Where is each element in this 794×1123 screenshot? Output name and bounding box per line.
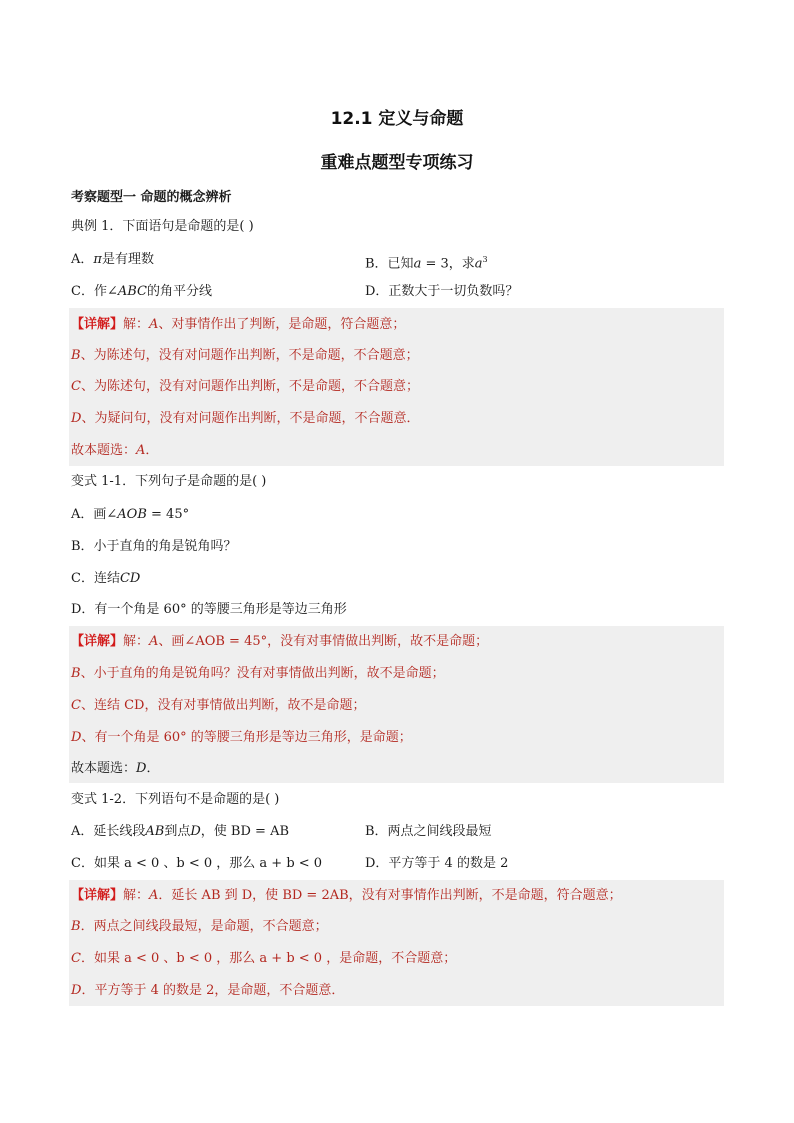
q2-option-d: D．有一个角是 60° 的等腰三角形是等边三角形 <box>71 602 347 617</box>
q1-option-c: C．作∠ABC的角平分线 <box>71 284 212 299</box>
q3-stem: 变式 1-2．下列语句不是命题的是( ) <box>71 792 280 807</box>
q2-answer-line: C、连结 CD，没有对事情做出判断，故不是命题； <box>71 698 366 713</box>
q2-final-answer: 故本题选：D． <box>71 761 160 776</box>
q3-answer-line: D．平方等于 4 的数是 2，是命题，不合题意． <box>71 983 345 998</box>
q1-stem: 典例 1．下面语句是命题的是( ) <box>71 219 254 234</box>
q2-stem: 变式 1-1．下列句子是命题的是( ) <box>71 474 267 489</box>
q2-answer-line: 【详解】解：A、画∠AOB = 45°，没有对事情做出判断，故不是命题； <box>71 634 489 649</box>
q1-answer-line: 【详解】解：A、对事情作出了判断，是命题，符合题意； <box>71 317 406 332</box>
q2-answer-line: D、有一个角是 60° 的等腰三角形是等边三角形，是命题； <box>71 730 412 745</box>
q1-option-d: D．正数大于一切负数吗？ <box>365 284 519 299</box>
section-heading: 考察题型一 命题的概念辨析 <box>71 190 232 205</box>
q2-option-a: A．画∠AOB = 45° <box>71 507 190 522</box>
q2-answer-line: B、小于直角的角是锐角吗？没有对事情做出判断，故不是命题； <box>71 666 445 681</box>
q1-final-answer: 故本题选：A． <box>71 443 159 458</box>
q3-option-b: B．两点之间线段最短 <box>365 824 492 839</box>
q2-option-b: B．小于直角的角是锐角吗？ <box>71 539 237 554</box>
page-title: 12.1 定义与命题 <box>330 109 464 129</box>
q3-option-d: D．平方等于 4 的数是 2 <box>365 856 509 871</box>
q1-option-a: A．π是有理数 <box>71 252 154 267</box>
q3-answer-line: C．如果 a < 0 、b < 0 ，那么 a + b < 0 ，是命题，不合题意； <box>71 951 457 966</box>
q3-answer-line: B．两点之间线段最短，是命题，不合题意； <box>71 919 328 934</box>
q1-answer-line: B、为陈述句，没有对问题作出判断，不是命题，不合题意； <box>71 348 419 363</box>
q2-option-c: C．连结CD <box>71 571 141 586</box>
q3-option-c: C．如果 a < 0 、b < 0 ，那么 a + b < 0 <box>71 856 323 871</box>
q1-answer-line: D、为疑问句，没有对问题作出判断，不是命题，不合题意． <box>71 411 420 426</box>
q3-answer-line: 【详解】解：A．延长 AB 到 D，使 BD = 2AB，没有对事情作出判断，不是命题，符合题意； <box>71 888 622 903</box>
page-subtitle: 重难点题型专项练习 <box>320 153 474 173</box>
q1-answer-line: C、为陈述句，没有对问题作出判断，不是命题，不合题意； <box>71 379 419 394</box>
q3-option-a: A．延长线段AB到点D，使 BD = AB <box>71 824 290 839</box>
q1-option-b: B．已知a = 3，求$a^3$ <box>365 255 488 272</box>
